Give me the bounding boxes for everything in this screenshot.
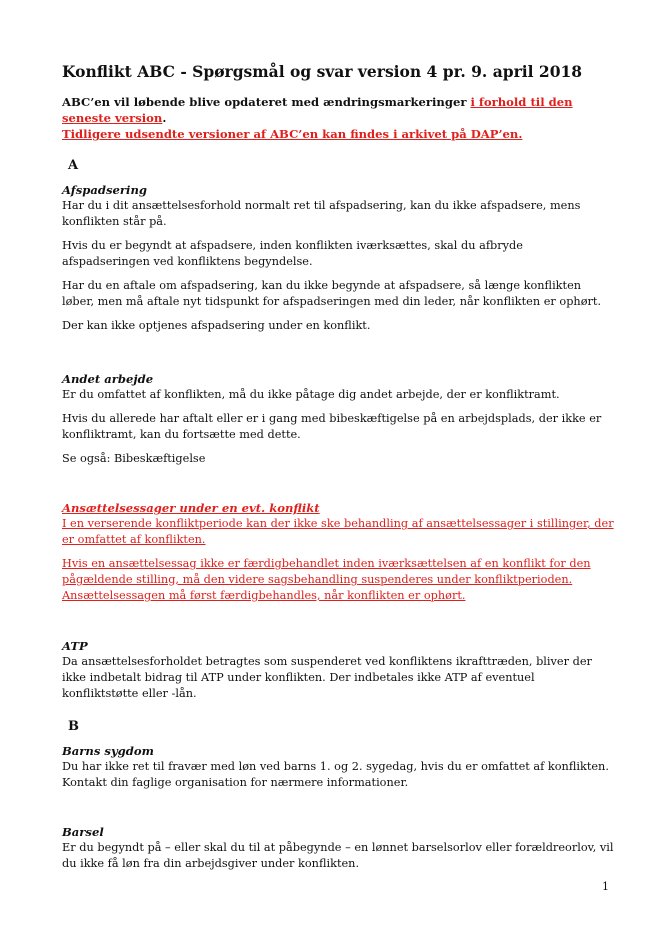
section-paragraph: Er du begyndt på – eller skal du til at påbegynde – en lønnet barselsorlov eller forældreorlov, vil du ikke få løn fra din arbejdsgiver under konflikten. (62, 841, 614, 870)
section-paragraph: Har du en aftale om afspadsering, kan du ikke begynde at afspadsere, så længe konflikten løber, men må aftale nyt tidspunkt for afspadseringen med din leder, når konflikten er ophørt. (62, 279, 602, 308)
section-heading: Barsel (62, 825, 104, 839)
intro-text: ABC’en vil løbende blive opdateret med ændringsmarkeringer (62, 95, 471, 109)
section-afspadsering (62, 182, 614, 342)
section-paragraph: Der kan ikke optjenes afspadsering under en konflikt. (62, 319, 371, 332)
letter-heading-a: A (68, 158, 79, 173)
intro-red-text-2: Tidligere udsendte versioner af ABC’en kan findes i arkivet på DAP’en. (62, 127, 523, 141)
intro-period: . (162, 111, 167, 125)
section-andet-arbejde (62, 371, 614, 475)
section-heading: Ansættelsessager under en evt. konflikt (62, 501, 320, 515)
intro-notice (62, 94, 622, 142)
section-paragraph: Hvis du er begyndt at afspadsere, inden konflikten iværksættes, skal du afbryde afspadseringen ved konfliktens begyndelse. (62, 239, 523, 268)
intro-red-text-1: i forhold til den seneste version (62, 95, 573, 125)
section-barns-sygdom (62, 743, 614, 799)
section-paragraph: Se også: Bibeskæftigelse (62, 452, 206, 465)
section-paragraph: Er du omfattet af konflikten, må du ikke påtage dig andet arbejde, der er konfliktramt. (62, 388, 560, 401)
document-title: Konflikt ABC - Spørgsmål og svar version 4 pr. 9. april 2018 (62, 62, 583, 81)
letter-heading-b: B (68, 719, 79, 734)
page-number: 1 (602, 880, 609, 893)
section-heading: Afspadsering (62, 183, 147, 197)
section-paragraph: Hvis en ansættelsessag ikke er færdigbehandlet inden iværksættelsen af en konflikt for den pågældende stilling, må den videre sagsbehandling suspenderes under konfliktperioden. Ansættelsessagen må først færdigbehandles, når konflikten er ophørt. (62, 557, 591, 602)
section-paragraph: Du har ikke ret til fravær med løn ved barns 1. og 2. sygedag, hvis du er omfattet af konflikten. Kontakt din faglige organisation for nærmere informationer. (62, 760, 609, 789)
section-heading: ATP (62, 639, 88, 653)
section-paragraph: Hvis du allerede har aftalt eller er i gang med bibeskæftigelse på en arbejdsplads, der ikke er konfliktramt, kan du fortsætte med dette. (62, 412, 602, 441)
section-paragraph: Da ansættelsesforholdet betragtes som suspenderet ved konfliktens ikrafttræden, bliver der ikke indbetalt bidrag til ATP under konflikten. Der indbetales ikke ATP af eventuel konfliktstøtte eller -lån. (62, 655, 592, 700)
section-paragraph: Har du i dit ansættelsesforhold normalt ret til afspadsering, kan du ikke afspadsere, mens konflikten står på. (62, 199, 581, 228)
section-heading: Andet arbejde (62, 372, 154, 386)
section-ansaettelsessager (62, 500, 614, 612)
section-heading: Barns sygdom (62, 744, 154, 758)
section-atp (62, 638, 614, 710)
section-paragraph: I en verserende konfliktperiode kan der ikke ske behandling af ansættelsessager i stillinger, der er omfattet af konflikten. (62, 517, 614, 546)
section-barsel (62, 824, 614, 880)
